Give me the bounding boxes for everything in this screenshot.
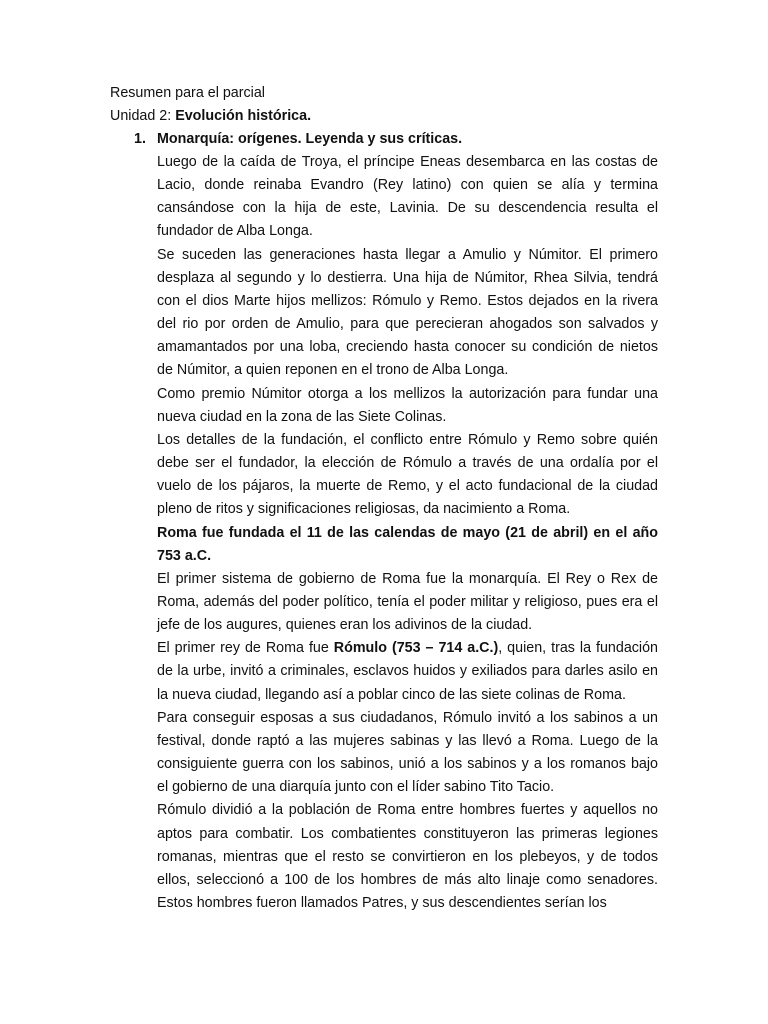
- document-header: [110, 82, 660, 128]
- paragraph-6: El primer sistema de gobierno de Roma fue la monarquía. El Rey o Rex de Roma, además del poder político, tenía el poder militar y religioso, pues era el jefe de los augures, quienes eran los adivinos de la ciudad.: [157, 570, 658, 634]
- paragraph-7-end: , quien, tras la fundación de la urbe, invitó a criminales, esclavos huidos y exiliados para darles asilo en la nueva ciudad, llegando así a poblar cinco de las siete colinas de Roma.: [157, 640, 658, 703]
- paragraph-5-founding-date: Roma fue fundada el 11 de las calendas de mayo (21 de abril) en el año 753 a.C.: [157, 524, 658, 564]
- unit-title: Evolución histórica.: [175, 108, 312, 124]
- paragraph-7-romulus: Rómulo (753 – 714 a.C.): [333, 640, 499, 657]
- paragraph-3: Como premio Númitor otorga a los mellizos la autorización para fundar una nueva ciudad en la zona de las Siete Colinas.: [157, 385, 658, 425]
- header-line: Resumen para el parcial: [110, 85, 265, 101]
- paragraph-9: Rómulo dividió a la población de Roma entre hombres fuertes y aquellos no aptos para combatir. Los combatientes constituyeron las primeras legiones romanas, mientras que el resto se convirtieron en los plebeyos, y de todos ellos, seleccionó a 100 de los hombres de más alto linaje como senadores. Estos hombres fueron llamados Patres, y sus descendientes serían los: [157, 802, 658, 911]
- paragraph-8: Para conseguir esposas a sus ciudadanos, Rómulo invitó a los sabinos a un festival, donde raptó a las mujeres sabinas y las llevó a Roma. Luego de la consiguiente guerra con los sabinos, unió a los sabinos y a los romanos bajo el gobierno de una diarquía junto con el líder sabino Tito Tacio.: [157, 709, 658, 796]
- paragraph-4: Los detalles de la fundación, el conflicto entre Rómulo y Remo sobre quién debe ser el fundador, la elección de Rómulo a través de una ordalía por el vuelo de los pájaros, la muerte de Remo, y el acto fundacional de la ciudad pleno de ritos y significaciones religiosas, da nacimiento a Roma.: [157, 431, 658, 518]
- unit-heading: [110, 105, 660, 128]
- unit-prefix: Unidad 2:: [110, 108, 176, 124]
- paragraph-7-start: El primer rey de Roma fue: [157, 640, 334, 657]
- paragraph-7: [157, 637, 658, 706]
- paragraph-2: Se suceden las generaciones hasta llegar a Amulio y Númitor. El primero desplaza al segundo y lo destierra. Una hija de Númitor, Rhea Silvia, tendrá con el dios Marte hijos mellizos: Rómulo y Remo. Estos dejados en la rivera del rio por orden de Amulio, para que perecieran ahogados son salvados y amamantados por una loba, creciendo hasta conocer su condición de nietos de Númitor, a quien reponen en el trono de Alba Longa.: [157, 246, 658, 379]
- paragraph-1: Luego de la caída de Troya, el príncipe Eneas desembarca en las costas de Lacio, donde reinaba Evandro (Rey latino) con quien se alía y termina cansándose con la hija de este, Lavinia. De su descendencia resulta el fundador de Alba Longa.: [157, 154, 658, 240]
- section-title: Monarquía: orígenes. Leyenda y sus críticas.: [157, 131, 463, 147]
- section-number: 1.: [134, 131, 146, 147]
- section-body: [157, 151, 658, 915]
